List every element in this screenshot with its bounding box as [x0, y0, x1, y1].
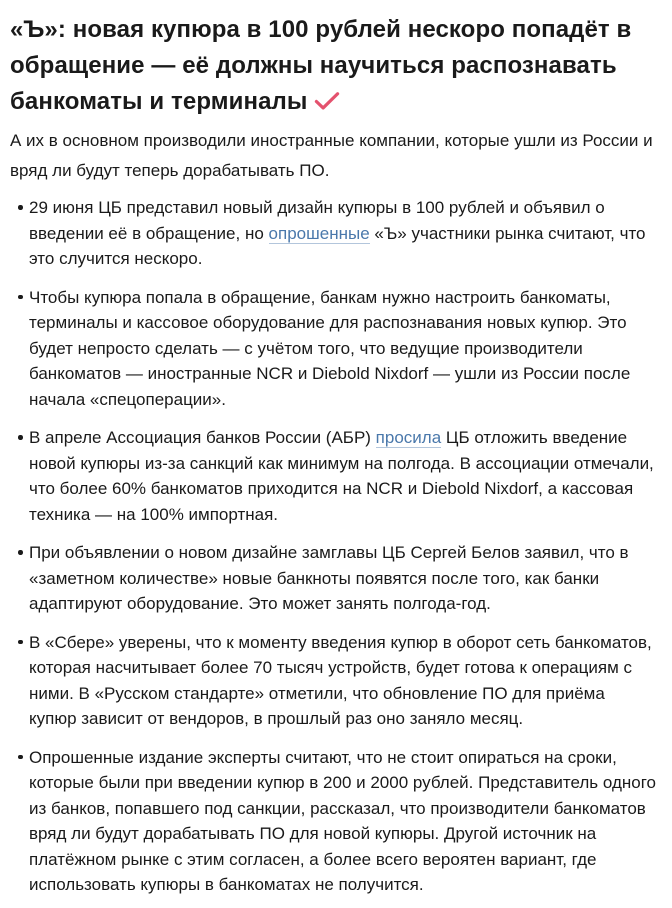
bullet-text: «Ъ» участники рынка считают, что это случится нескоро. — [29, 223, 646, 268]
bullet-text: В апреле Ассоциация банков России (АБР) — [29, 428, 376, 447]
inline-link[interactable]: опрошенные — [268, 223, 370, 243]
bullet-item — [29, 745, 656, 898]
bullet-text: При объявлении о новом дизайне замглавы ЦБ Сергей Белов заявил, что в «заметном количестве» новые банкноты появятся после того, как банки адаптируют оборудование. Это может занять полгода-год. — [29, 543, 629, 613]
bullet-text: В «Сбере» уверены, что к моменту введения купюр в оборот сеть банкоматов, которая насчитывает более 70 тысяч устройств, будет готова к операциям с ними. В «Русском стандарте» отметили, что обновление ПО для приёма купюр зависит от вендоров, в прошлый раз оно заняло месяц. — [29, 632, 652, 728]
lead-paragraph: А их в основном производили иностранные компании, которые ушли из России и вряд ли будут теперь дорабатывать ПО. — [10, 131, 653, 180]
bullet-item — [29, 285, 656, 413]
bullet-item — [29, 195, 656, 272]
headline-line-1: «Ъ»: новая купюра в 100 рублей нескоро попадёт в — [10, 16, 632, 43]
checkmark-icon — [314, 91, 340, 111]
bullet-text: Чтобы купюра попала в обращение, банкам нужно настроить банкоматы, терминалы и кассовое оборудование для распознавания новых купюр. Это будет непросто сделать — с учётом того, что ведущие производители банкоматов — иностранные NCR и Diebold Nixdorf — ушли из России после начала «спецоперации». — [29, 287, 631, 409]
bullet-item — [29, 425, 656, 527]
inline-link[interactable]: просила — [375, 428, 442, 447]
bullet-text: ЦБ отложить введение новой купюры из-за санкций как минимум на полгода. В ассоциации отмечали, что более 60% банкоматов приходится на NCR и Diebold Nixdorf, а кассовая техника — на 100% импортная. — [29, 428, 654, 524]
bullet-text: Опрошенные издание эксперты считают, что не стоит опираться на сроки, которые были при введении купюр в 200 и 2000 рублей. Представитель одного из банков, попавшего под санкции, рассказал, что производители банкоматов вряд ли будут дорабатывать ПО для новой купюры. Другой источник на платёжном рынке с этим согласен, а более всего вероятен вариант, где использовать купюры в банкоматах не получится. — [29, 747, 656, 894]
bullet-text: 29 июня ЦБ представил новый дизайн купюры в 100 рублей и объявил о введении её в обращение, но — [29, 198, 605, 243]
bullet-item — [29, 540, 656, 617]
headline-line-2: обращение — её должны научиться распознавать — [10, 52, 617, 79]
headline — [10, 12, 656, 120]
headline-line-3 — [10, 84, 656, 120]
bullet-list — [10, 195, 656, 898]
bullet-item — [29, 630, 656, 732]
headline-line-3-text: банкоматы и терминалы — [10, 88, 308, 115]
